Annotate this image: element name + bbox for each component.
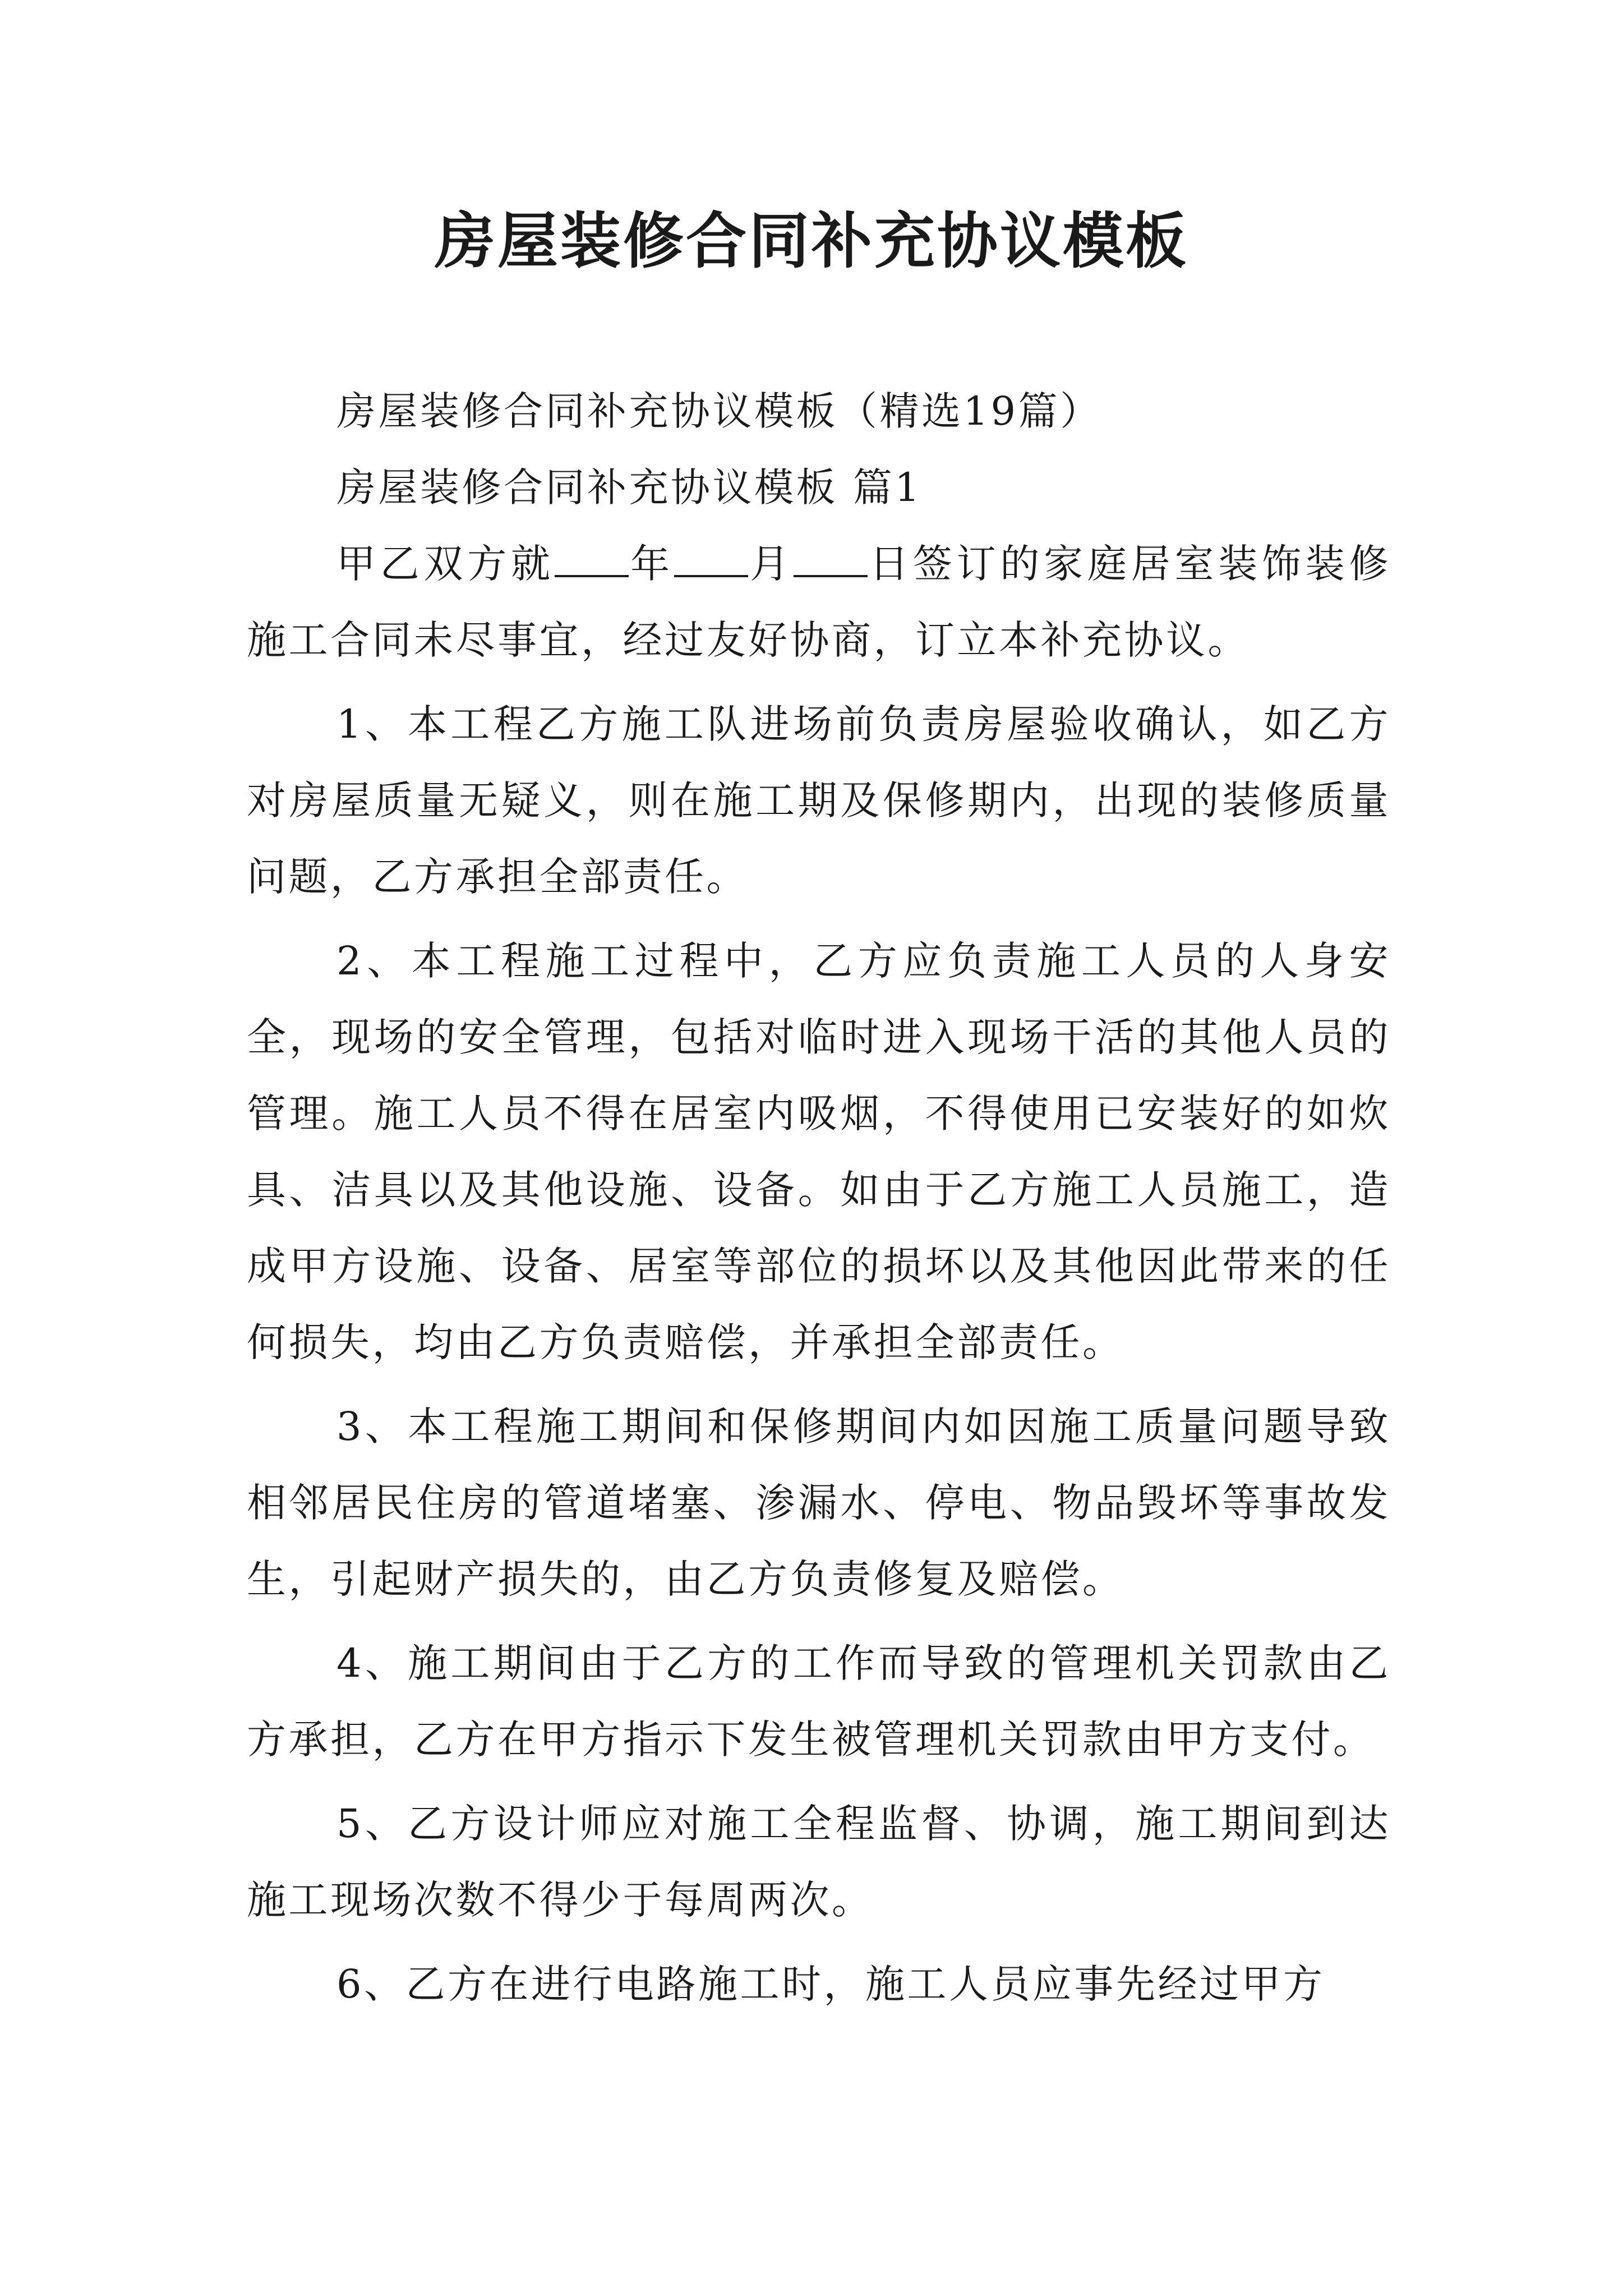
section-heading: 房屋装修合同补充协议模板 篇1 <box>336 464 923 510</box>
intro-paragraph <box>247 526 1391 678</box>
document-body <box>247 373 1391 2022</box>
clause-1: 1、本工程乙方施工队进场前负责房屋验收确认，如乙方对房屋质量无疑义，则在施工期及保修期内，出现的装修质量问题，乙方承担全部责任。 <box>247 701 1391 900</box>
year-blank <box>555 536 629 577</box>
document-title: 房屋装修合同补充协议模板 <box>434 206 1188 277</box>
clause-5: 5、乙方设计师应对施工全程监督、协调，施工期间到达施工现场次数不得少于每周两次。 <box>247 1801 1391 1923</box>
clause-2: 2、本工程施工过程中，乙方应负责施工人员的人身安全，现场的安全管理，包括对临时进入现场干活的其他人员的管理。施工人员不得在居室内吸烟，不得使用已安装好的如炊具、洁具以及其他设施、设备。如由于乙方施工人员施工，造成甲方设施、设备、居室等部位的损坏以及其他因此带来的任何损失，均由乙方负责赔偿，并承担全部责任。 <box>247 938 1391 1365</box>
clause-4: 4、施工期间由于乙方的工作而导致的管理机关罚款由乙方承担，乙方在甲方指示下发生被管理机关罚款由甲方支付。 <box>247 1640 1391 1763</box>
intro-text-1: 甲乙双方就 <box>336 541 555 587</box>
intro-text-2: 年 <box>628 541 674 587</box>
month-blank <box>674 536 748 577</box>
subtitle: 房屋装修合同补充协议模板（精选19篇） <box>336 388 1102 434</box>
clause-3: 3、本工程施工期间和保修期间内如因施工质量问题导致相邻居民住房的管道堵塞、渗漏水、停电、物品毁坏等事故发生，引起财产损失的，由乙方负责修复及赔偿。 <box>247 1404 1391 1602</box>
clause-6: 6、乙方在进行电路施工时，施工人员应事先经过甲方 <box>336 1961 1325 2007</box>
intro-text-3: 月 <box>748 541 794 587</box>
day-blank <box>794 536 868 577</box>
intro-text-4: 日签订的家庭居室装饰装修施工合同未尽事宜，经过友好协商，订立本补充协议。 <box>247 541 1391 663</box>
